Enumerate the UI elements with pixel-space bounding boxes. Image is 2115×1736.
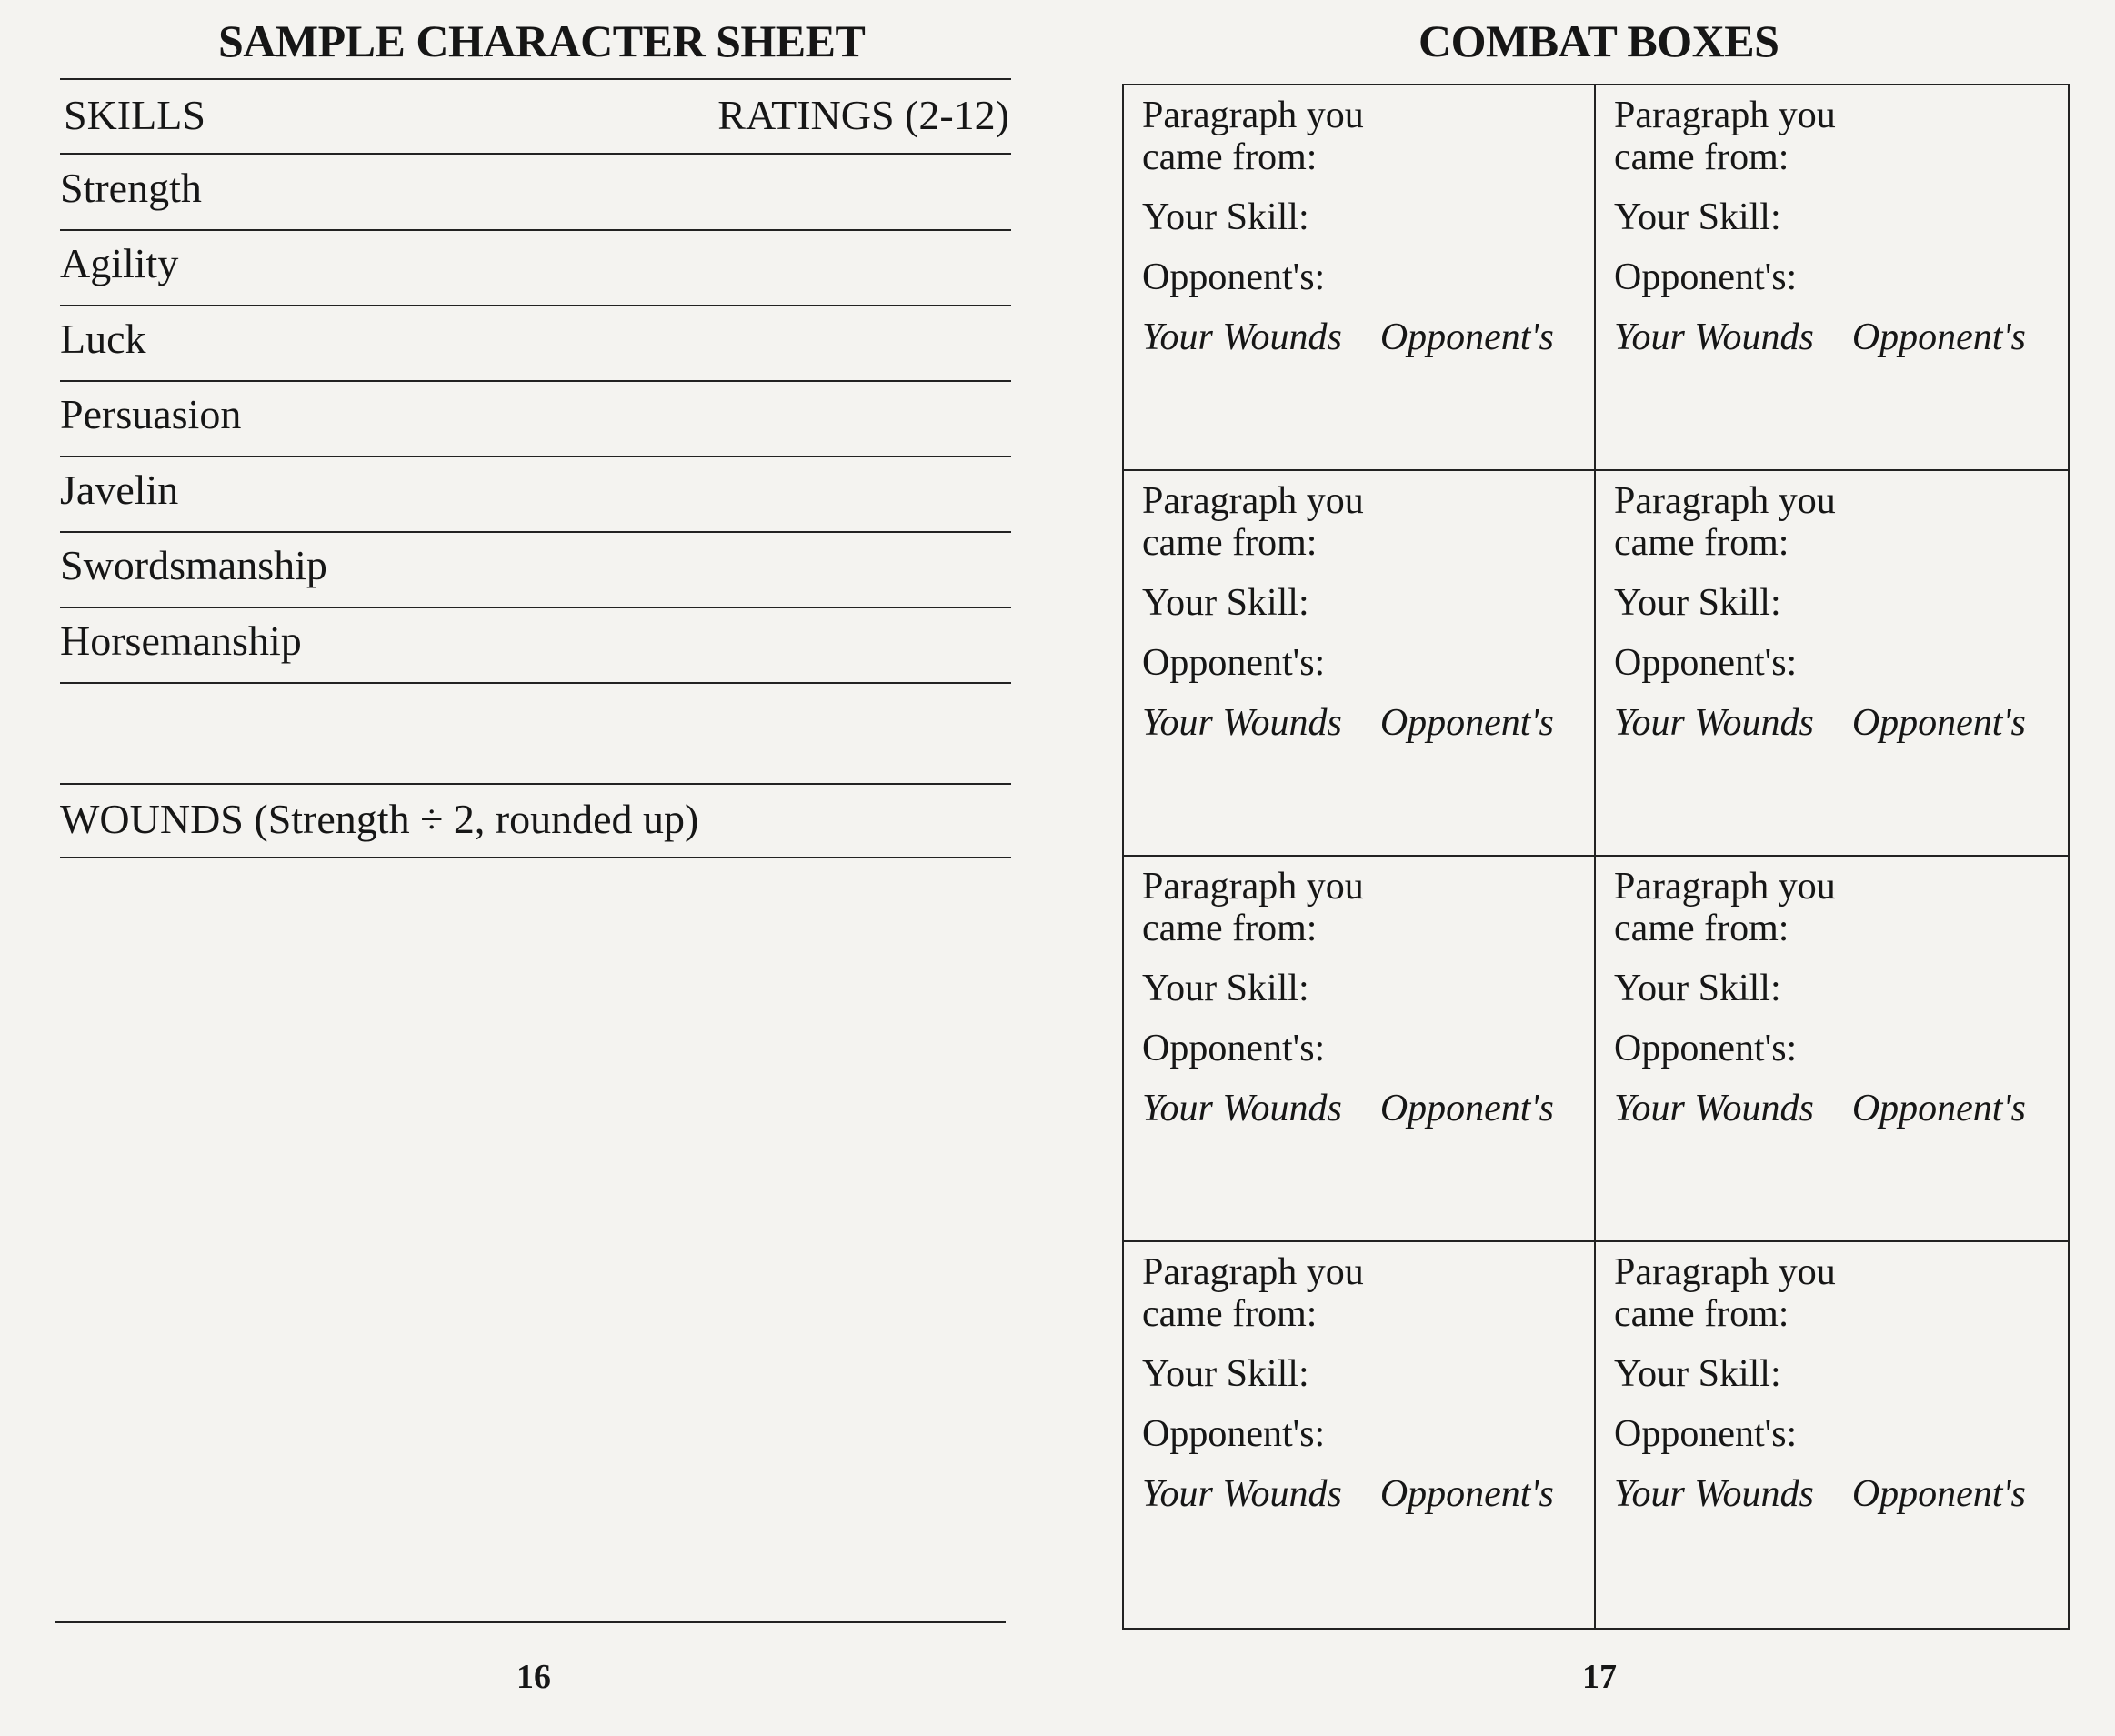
- paragraph-from-label: Paragraph you came from:: [1142, 95, 1364, 178]
- skill-row-strength: Strength: [60, 165, 202, 211]
- opponent-skill-label: Opponent's:: [1614, 642, 1798, 684]
- combat-box: [1124, 1242, 1596, 1628]
- skill-row-persuasion: Persuasion: [60, 391, 242, 437]
- combat-box: [1124, 471, 1596, 857]
- divider: [60, 153, 1011, 155]
- opponent-wounds-label: Opponent's: [1379, 1473, 1554, 1515]
- your-skill-label: Your Skill:: [1142, 196, 1309, 238]
- your-skill-label: Your Skill:: [1142, 968, 1309, 1009]
- skill-row-horsemanship: Horsemanship: [60, 617, 302, 664]
- footer-divider: [55, 1621, 1006, 1623]
- your-skill-label: Your Skill:: [1142, 1353, 1309, 1395]
- opponent-wounds-label: Opponent's: [1851, 702, 2026, 744]
- right-page: [1064, 0, 2115, 1736]
- divider: [60, 857, 1011, 858]
- skill-row-agility: Agility: [60, 240, 179, 286]
- your-wounds-label: Your Wounds: [1142, 1473, 1342, 1515]
- opponent-skill-label: Opponent's:: [1614, 256, 1798, 298]
- divider: [60, 305, 1011, 306]
- opponent-skill-label: Opponent's:: [1614, 1413, 1798, 1455]
- page-title: COMBAT BOXES: [1418, 15, 1779, 66]
- wounds-row: [1614, 1473, 2068, 1515]
- page-number: 17: [1582, 1658, 1617, 1696]
- paragraph-from-label: Paragraph you came from:: [1142, 866, 1364, 949]
- opponent-wounds-label: Opponent's: [1379, 1088, 1554, 1129]
- opponent-wounds-label: Opponent's: [1851, 316, 2026, 358]
- your-wounds-label: Your Wounds: [1142, 702, 1342, 744]
- opponent-wounds-label: Opponent's: [1851, 1088, 2026, 1129]
- combat-box: [1124, 857, 1596, 1242]
- left-page: [0, 0, 1037, 1736]
- opponent-wounds-label: Opponent's: [1851, 1473, 2026, 1515]
- wounds-label: WOUNDS (Strength ÷ 2, rounded up): [60, 796, 699, 842]
- opponent-skill-label: Opponent's:: [1142, 256, 1326, 298]
- paragraph-from-label: Paragraph you came from:: [1614, 866, 1836, 949]
- ratings-label: RATINGS (2-12): [717, 92, 1009, 138]
- combat-box: [1596, 857, 2068, 1242]
- your-skill-label: Your Skill:: [1614, 582, 1781, 624]
- your-wounds-label: Your Wounds: [1614, 316, 1814, 358]
- your-wounds-label: Your Wounds: [1614, 702, 1814, 744]
- paragraph-from-label: Paragraph you came from:: [1614, 480, 1836, 564]
- combat-box: [1596, 471, 2068, 857]
- page-title: SAMPLE CHARACTER SHEET: [218, 15, 866, 66]
- your-wounds-label: Your Wounds: [1142, 316, 1342, 358]
- your-wounds-label: Your Wounds: [1614, 1473, 1814, 1515]
- skill-row-luck: Luck: [60, 316, 146, 362]
- skills-label: SKILLS: [64, 92, 205, 138]
- your-wounds-label: Your Wounds: [1142, 1088, 1342, 1129]
- your-skill-label: Your Skill:: [1614, 196, 1781, 238]
- wounds-row: [1614, 702, 2068, 744]
- your-skill-label: Your Skill:: [1614, 968, 1781, 1009]
- your-skill-label: Your Skill:: [1142, 582, 1309, 624]
- page-number: 16: [516, 1658, 551, 1696]
- combat-box: [1124, 85, 1596, 471]
- paragraph-from-label: Paragraph you came from:: [1614, 95, 1836, 178]
- wounds-row: [1142, 316, 1594, 358]
- opponent-skill-label: Opponent's:: [1142, 1028, 1326, 1069]
- wounds-row: [1142, 1088, 1594, 1129]
- skill-row-javelin: Javelin: [60, 467, 179, 513]
- your-wounds-label: Your Wounds: [1614, 1088, 1814, 1129]
- divider: [60, 531, 1011, 533]
- wounds-row: [1614, 1088, 2068, 1129]
- divider: [60, 783, 1011, 785]
- opponent-skill-label: Opponent's:: [1142, 642, 1326, 684]
- combat-box: [1596, 1242, 2068, 1628]
- paragraph-from-label: Paragraph you came from:: [1142, 1251, 1364, 1335]
- combat-grid: [1122, 84, 2070, 1630]
- divider: [60, 229, 1011, 231]
- wounds-row: [1614, 316, 2068, 358]
- skills-header: [64, 91, 1009, 146]
- divider: [60, 607, 1011, 608]
- skill-row-swordsmanship: Swordsmanship: [60, 542, 327, 588]
- opponent-wounds-label: Opponent's: [1379, 316, 1554, 358]
- paragraph-from-label: Paragraph you came from:: [1614, 1251, 1836, 1335]
- opponent-skill-label: Opponent's:: [1142, 1413, 1326, 1455]
- divider: [60, 456, 1011, 457]
- your-skill-label: Your Skill:: [1614, 1353, 1781, 1395]
- wounds-row: [1142, 702, 1594, 744]
- paragraph-from-label: Paragraph you came from:: [1142, 480, 1364, 564]
- divider: [60, 682, 1011, 684]
- wounds-row: [1142, 1473, 1594, 1515]
- divider: [60, 380, 1011, 382]
- opponent-skill-label: Opponent's:: [1614, 1028, 1798, 1069]
- combat-box: [1596, 85, 2068, 471]
- opponent-wounds-label: Opponent's: [1379, 702, 1554, 744]
- divider: [60, 78, 1011, 80]
